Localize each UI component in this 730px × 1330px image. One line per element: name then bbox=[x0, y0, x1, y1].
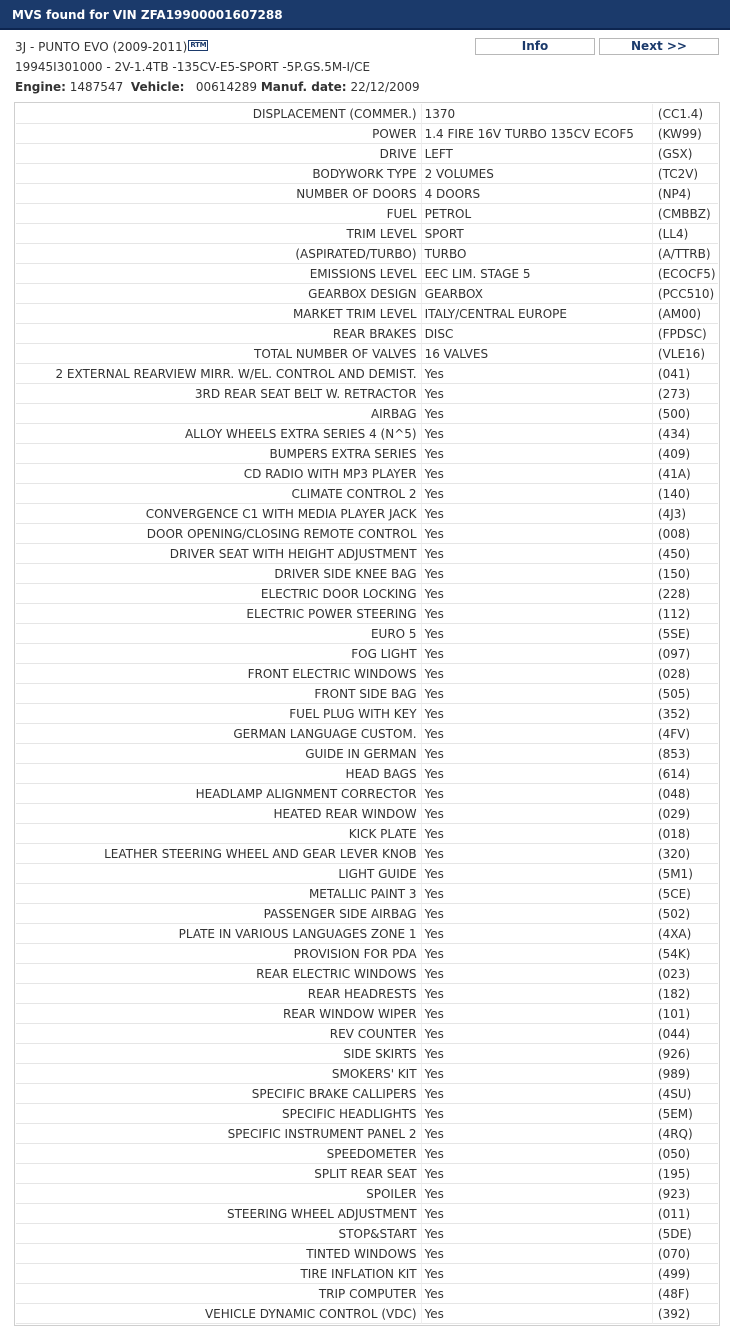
option-description: NUMBER OF DOORS bbox=[16, 184, 422, 204]
option-code: (614) bbox=[653, 764, 718, 784]
option-value: Yes bbox=[422, 1044, 653, 1064]
option-description: CONVERGENCE C1 WITH MEDIA PLAYER JACK bbox=[16, 504, 422, 524]
table-row bbox=[16, 624, 718, 644]
option-description: ELECTRIC POWER STEERING bbox=[16, 604, 422, 624]
table-row bbox=[16, 344, 718, 364]
option-code: (011) bbox=[653, 1204, 718, 1224]
option-code: (048) bbox=[653, 784, 718, 804]
option-value: Yes bbox=[422, 404, 653, 424]
option-value: Yes bbox=[422, 1144, 653, 1164]
option-description: CLIMATE CONTROL 2 bbox=[16, 484, 422, 504]
table-row bbox=[16, 1204, 718, 1224]
option-code: (CMBBZ) bbox=[653, 204, 718, 224]
table-row bbox=[16, 1184, 718, 1204]
option-value: Yes bbox=[422, 864, 653, 884]
option-value: 2 VOLUMES bbox=[422, 164, 653, 184]
option-code: (499) bbox=[653, 1264, 718, 1284]
option-code: (41A) bbox=[653, 464, 718, 484]
option-description: AIRBAG bbox=[16, 404, 422, 424]
table-row bbox=[16, 324, 718, 344]
option-value: Yes bbox=[422, 584, 653, 604]
option-code: (TC2V) bbox=[653, 164, 718, 184]
option-description: FUEL bbox=[16, 204, 422, 224]
option-code: (050) bbox=[653, 1144, 718, 1164]
table-row bbox=[16, 444, 718, 464]
table-row bbox=[16, 184, 718, 204]
option-value: Yes bbox=[422, 1024, 653, 1044]
option-code: (5SE) bbox=[653, 624, 718, 644]
table-row bbox=[16, 1044, 718, 1064]
option-value: Yes bbox=[422, 884, 653, 904]
option-description: SPECIFIC HEADLIGHTS bbox=[16, 1104, 422, 1124]
option-code: (228) bbox=[653, 584, 718, 604]
option-value: DISC bbox=[422, 324, 653, 344]
identifiers-line bbox=[15, 80, 420, 94]
option-description: 2 EXTERNAL REARVIEW MIRR. W/EL. CONTROL AND DEMIST. bbox=[16, 364, 422, 384]
option-description: GEARBOX DESIGN bbox=[16, 284, 422, 304]
info-button[interactable]: Info bbox=[475, 38, 595, 55]
option-description: GERMAN LANGUAGE CUSTOM. bbox=[16, 724, 422, 744]
table-row bbox=[16, 804, 718, 824]
option-value: Yes bbox=[422, 1184, 653, 1204]
table-row bbox=[16, 844, 718, 864]
option-value: Yes bbox=[422, 464, 653, 484]
table-row bbox=[16, 304, 718, 324]
option-value: Yes bbox=[422, 804, 653, 824]
option-value: Yes bbox=[422, 764, 653, 784]
option-value: Yes bbox=[422, 564, 653, 584]
vehicle-info bbox=[0, 30, 730, 98]
table-row bbox=[16, 104, 718, 124]
table-row bbox=[16, 244, 718, 264]
option-value: Yes bbox=[422, 664, 653, 684]
option-description: 3RD REAR SEAT BELT W. RETRACTOR bbox=[16, 384, 422, 404]
table-row bbox=[16, 1084, 718, 1104]
option-code: (041) bbox=[653, 364, 718, 384]
table-row bbox=[16, 264, 718, 284]
option-value: Yes bbox=[422, 624, 653, 644]
option-code: (029) bbox=[653, 804, 718, 824]
option-description: REV COUNTER bbox=[16, 1024, 422, 1044]
table-row bbox=[16, 404, 718, 424]
option-description: TINTED WINDOWS bbox=[16, 1244, 422, 1264]
option-code: (182) bbox=[653, 984, 718, 1004]
table-row bbox=[16, 1064, 718, 1084]
option-code: (4XA) bbox=[653, 924, 718, 944]
option-description: KICK PLATE bbox=[16, 824, 422, 844]
option-code: (409) bbox=[653, 444, 718, 464]
option-description: REAR ELECTRIC WINDOWS bbox=[16, 964, 422, 984]
option-code: (989) bbox=[653, 1064, 718, 1084]
option-description: DRIVER SIDE KNEE BAG bbox=[16, 564, 422, 584]
table-row bbox=[16, 1304, 718, 1324]
table-row bbox=[16, 464, 718, 484]
table-row bbox=[16, 524, 718, 544]
option-description: TRIM LEVEL bbox=[16, 224, 422, 244]
option-value: Yes bbox=[422, 604, 653, 624]
table-row bbox=[16, 544, 718, 564]
option-code: (352) bbox=[653, 704, 718, 724]
option-description: SPEEDOMETER bbox=[16, 1144, 422, 1164]
rtm-icon[interactable]: RTM bbox=[190, 41, 207, 49]
title-bar bbox=[0, 0, 730, 30]
option-code: (434) bbox=[653, 424, 718, 444]
option-description: PLATE IN VARIOUS LANGUAGES ZONE 1 bbox=[16, 924, 422, 944]
option-value: Yes bbox=[422, 944, 653, 964]
option-value: Yes bbox=[422, 1064, 653, 1084]
vehicle-value: 00614289 bbox=[195, 80, 257, 94]
table-row bbox=[16, 224, 718, 244]
option-value: 1.4 FIRE 16V TURBO 135CV ECOF5 bbox=[422, 124, 653, 144]
option-value: Yes bbox=[422, 1204, 653, 1224]
option-description: HEAD BAGS bbox=[16, 764, 422, 784]
option-description: TRIP COMPUTER bbox=[16, 1284, 422, 1304]
option-code: (140) bbox=[653, 484, 718, 504]
option-description: PASSENGER SIDE AIRBAG bbox=[16, 904, 422, 924]
option-description: SPLIT REAR SEAT bbox=[16, 1164, 422, 1184]
page-title: MVS found for VIN ZFA19900001607288 bbox=[12, 8, 283, 22]
vehicle-label: Vehicle: bbox=[130, 80, 185, 94]
option-description: STEERING WHEEL ADJUSTMENT bbox=[16, 1204, 422, 1224]
table-row bbox=[16, 1004, 718, 1024]
table-row bbox=[16, 144, 718, 164]
table-row bbox=[16, 1244, 718, 1264]
option-description: DRIVE bbox=[16, 144, 422, 164]
option-code: (112) bbox=[653, 604, 718, 624]
option-value: Yes bbox=[422, 644, 653, 664]
option-code: (CC1.4) bbox=[653, 104, 718, 124]
option-value: 16 VALVES bbox=[422, 344, 653, 364]
option-value: GEARBOX bbox=[422, 284, 653, 304]
table-row bbox=[16, 1104, 718, 1124]
table-row bbox=[16, 584, 718, 604]
table-row bbox=[16, 564, 718, 584]
option-code: (A/TTRB) bbox=[653, 244, 718, 264]
option-value: Yes bbox=[422, 524, 653, 544]
table-row bbox=[16, 424, 718, 444]
option-description: FUEL PLUG WITH KEY bbox=[16, 704, 422, 724]
option-description: LEATHER STEERING WHEEL AND GEAR LEVER KNOB bbox=[16, 844, 422, 864]
table-row bbox=[16, 684, 718, 704]
option-code: (008) bbox=[653, 524, 718, 544]
table-row bbox=[16, 904, 718, 924]
option-code: (023) bbox=[653, 964, 718, 984]
option-code: (PCC510) bbox=[653, 284, 718, 304]
option-description: MARKET TRIM LEVEL bbox=[16, 304, 422, 324]
option-code: (101) bbox=[653, 1004, 718, 1024]
option-value: Yes bbox=[422, 1124, 653, 1144]
table-row bbox=[16, 604, 718, 624]
option-description: HEADLAMP ALIGNMENT CORRECTOR bbox=[16, 784, 422, 804]
option-description: REAR HEADRESTS bbox=[16, 984, 422, 1004]
option-value: Yes bbox=[422, 824, 653, 844]
option-description: FOG LIGHT bbox=[16, 644, 422, 664]
option-code: (044) bbox=[653, 1024, 718, 1044]
table-row bbox=[16, 504, 718, 524]
options-table-container[interactable] bbox=[14, 102, 720, 1326]
table-row bbox=[16, 944, 718, 964]
option-code: (320) bbox=[653, 844, 718, 864]
option-code: (097) bbox=[653, 644, 718, 664]
table-row bbox=[16, 164, 718, 184]
option-value: SPORT bbox=[422, 224, 653, 244]
option-code: (FPDSC) bbox=[653, 324, 718, 344]
table-row bbox=[16, 1224, 718, 1244]
option-description: PROVISION FOR PDA bbox=[16, 944, 422, 964]
option-value: Yes bbox=[422, 844, 653, 864]
option-value: Yes bbox=[422, 684, 653, 704]
option-description: DOOR OPENING/CLOSING REMOTE CONTROL bbox=[16, 524, 422, 544]
table-row bbox=[16, 704, 718, 724]
option-description: SIDE SKIRTS bbox=[16, 1044, 422, 1064]
option-description: SMOKERS' KIT bbox=[16, 1064, 422, 1084]
option-code: (853) bbox=[653, 744, 718, 764]
table-row bbox=[16, 864, 718, 884]
option-description: (ASPIRATED/TURBO) bbox=[16, 244, 422, 264]
option-description: SPECIFIC BRAKE CALLIPERS bbox=[16, 1084, 422, 1104]
option-code: (48F) bbox=[653, 1284, 718, 1304]
option-value: Yes bbox=[422, 964, 653, 984]
table-row bbox=[16, 484, 718, 504]
option-description: VEHICLE DYNAMIC CONTROL (VDC) bbox=[16, 1304, 422, 1324]
option-code: (GSX) bbox=[653, 144, 718, 164]
option-value: 4 DOORS bbox=[422, 184, 653, 204]
option-description: EMISSIONS LEVEL bbox=[16, 264, 422, 284]
option-code: (018) bbox=[653, 824, 718, 844]
spec-line: 19945I301000 - 2V-1.4TB -135CV-E5-SPORT -5P.GS.5M-I/CE bbox=[15, 60, 371, 74]
option-value: Yes bbox=[422, 924, 653, 944]
table-row bbox=[16, 284, 718, 304]
table-row bbox=[16, 824, 718, 844]
option-value: Yes bbox=[422, 1104, 653, 1124]
option-value: Yes bbox=[422, 1284, 653, 1304]
option-code: (923) bbox=[653, 1184, 718, 1204]
option-code: (54K) bbox=[653, 944, 718, 964]
table-row bbox=[16, 124, 718, 144]
option-value: Yes bbox=[422, 724, 653, 744]
option-code: (NP4) bbox=[653, 184, 718, 204]
option-value: ITALY/CENTRAL EUROPE bbox=[422, 304, 653, 324]
option-code: (4FV) bbox=[653, 724, 718, 744]
table-row bbox=[16, 1024, 718, 1044]
option-code: (070) bbox=[653, 1244, 718, 1264]
option-description: DRIVER SEAT WITH HEIGHT ADJUSTMENT bbox=[16, 544, 422, 564]
option-code: (4SU) bbox=[653, 1084, 718, 1104]
option-value: Yes bbox=[422, 1264, 653, 1284]
option-code: (KW99) bbox=[653, 124, 718, 144]
option-value: Yes bbox=[422, 544, 653, 564]
table-row bbox=[16, 384, 718, 404]
table-row bbox=[16, 724, 718, 744]
option-value: Yes bbox=[422, 1004, 653, 1024]
option-code: (450) bbox=[653, 544, 718, 564]
table-row bbox=[16, 644, 718, 664]
table-row bbox=[16, 764, 718, 784]
option-code: (AM00) bbox=[653, 304, 718, 324]
option-description: GUIDE IN GERMAN bbox=[16, 744, 422, 764]
option-value: Yes bbox=[422, 1304, 653, 1324]
option-value: Yes bbox=[422, 904, 653, 924]
option-value: Yes bbox=[422, 1164, 653, 1184]
table-row bbox=[16, 364, 718, 384]
option-description: STOP&START bbox=[16, 1224, 422, 1244]
option-description: SPOILER bbox=[16, 1184, 422, 1204]
option-value: Yes bbox=[422, 424, 653, 444]
table-row bbox=[16, 744, 718, 764]
option-code: (5EM) bbox=[653, 1104, 718, 1124]
option-code: (ECOCF5) bbox=[653, 264, 718, 284]
manuf-date-label: Manuf. date: bbox=[260, 80, 347, 94]
table-row bbox=[16, 1144, 718, 1164]
model-line bbox=[15, 40, 208, 54]
option-value: Yes bbox=[422, 484, 653, 504]
option-code: (150) bbox=[653, 564, 718, 584]
option-description: FRONT SIDE BAG bbox=[16, 684, 422, 704]
option-code: (273) bbox=[653, 384, 718, 404]
option-value: Yes bbox=[422, 504, 653, 524]
option-code: (LL4) bbox=[653, 224, 718, 244]
option-description: BODYWORK TYPE bbox=[16, 164, 422, 184]
option-code: (4J3) bbox=[653, 504, 718, 524]
option-value: Yes bbox=[422, 1224, 653, 1244]
table-row bbox=[16, 1264, 718, 1284]
option-value: Yes bbox=[422, 364, 653, 384]
option-code: (500) bbox=[653, 404, 718, 424]
table-row bbox=[16, 984, 718, 1004]
option-value: Yes bbox=[422, 784, 653, 804]
option-description: LIGHT GUIDE bbox=[16, 864, 422, 884]
table-row bbox=[16, 924, 718, 944]
option-description: CD RADIO WITH MP3 PLAYER bbox=[16, 464, 422, 484]
table-row bbox=[16, 884, 718, 904]
option-description: BUMPERS EXTRA SERIES bbox=[16, 444, 422, 464]
option-value: TURBO bbox=[422, 244, 653, 264]
option-code: (392) bbox=[653, 1304, 718, 1324]
table-row bbox=[16, 1284, 718, 1304]
option-value: LEFT bbox=[422, 144, 653, 164]
option-code: (926) bbox=[653, 1044, 718, 1064]
table-row bbox=[16, 1164, 718, 1184]
options-table bbox=[16, 104, 718, 1324]
option-value: Yes bbox=[422, 704, 653, 724]
option-value: 1370 bbox=[422, 104, 653, 124]
option-description: DISPLACEMENT (COMMER.) bbox=[16, 104, 422, 124]
option-description: ALLOY WHEELS EXTRA SERIES 4 (N^5) bbox=[16, 424, 422, 444]
option-description: SPECIFIC INSTRUMENT PANEL 2 bbox=[16, 1124, 422, 1144]
option-value: EEC LIM. STAGE 5 bbox=[422, 264, 653, 284]
option-description: TOTAL NUMBER OF VALVES bbox=[16, 344, 422, 364]
table-row bbox=[16, 964, 718, 984]
option-value: Yes bbox=[422, 384, 653, 404]
model-name: 3J - PUNTO EVO (2009-2011) bbox=[15, 40, 188, 54]
option-code: (5CE) bbox=[653, 884, 718, 904]
engine-label: Engine: bbox=[15, 80, 66, 94]
option-code: (195) bbox=[653, 1164, 718, 1184]
table-row bbox=[16, 1124, 718, 1144]
option-value: Yes bbox=[422, 744, 653, 764]
option-description: POWER bbox=[16, 124, 422, 144]
option-description: REAR WINDOW WIPER bbox=[16, 1004, 422, 1024]
option-value: Yes bbox=[422, 984, 653, 1004]
option-code: (028) bbox=[653, 664, 718, 684]
table-row bbox=[16, 204, 718, 224]
next-button[interactable]: Next >> bbox=[599, 38, 719, 55]
option-value: Yes bbox=[422, 1244, 653, 1264]
option-code: (5M1) bbox=[653, 864, 718, 884]
option-description: TIRE INFLATION KIT bbox=[16, 1264, 422, 1284]
engine-value: 1487547 bbox=[69, 80, 124, 94]
option-code: (5DE) bbox=[653, 1224, 718, 1244]
option-description: HEATED REAR WINDOW bbox=[16, 804, 422, 824]
option-code: (505) bbox=[653, 684, 718, 704]
option-value: Yes bbox=[422, 1084, 653, 1104]
table-row bbox=[16, 784, 718, 804]
manuf-date-value: 22/12/2009 bbox=[350, 80, 420, 94]
option-description: EURO 5 bbox=[16, 624, 422, 644]
option-code: (4RQ) bbox=[653, 1124, 718, 1144]
option-value: PETROL bbox=[422, 204, 653, 224]
option-code: (VLE16) bbox=[653, 344, 718, 364]
table-row bbox=[16, 664, 718, 684]
option-description: ELECTRIC DOOR LOCKING bbox=[16, 584, 422, 604]
option-description: REAR BRAKES bbox=[16, 324, 422, 344]
option-description: FRONT ELECTRIC WINDOWS bbox=[16, 664, 422, 684]
option-code: (502) bbox=[653, 904, 718, 924]
option-value: Yes bbox=[422, 444, 653, 464]
option-description: METALLIC PAINT 3 bbox=[16, 884, 422, 904]
